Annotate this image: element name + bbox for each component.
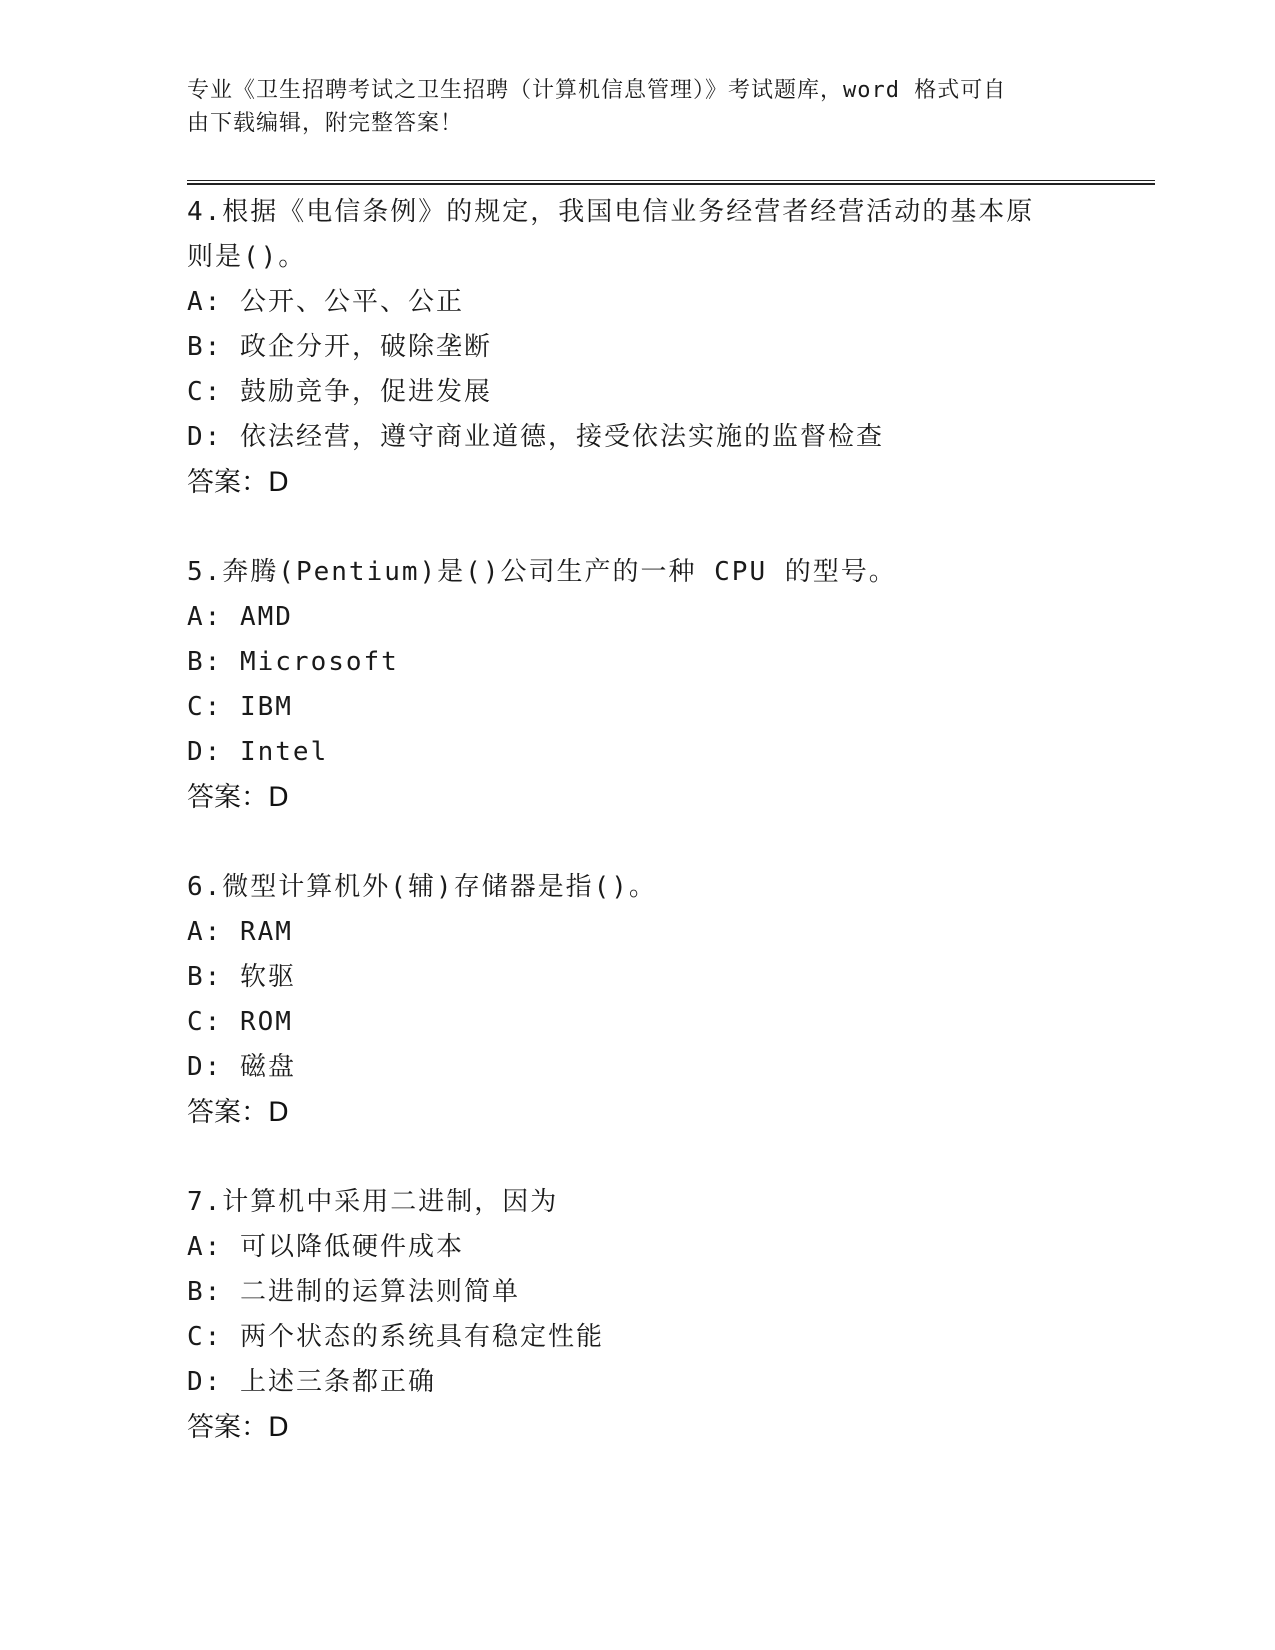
question-stem: 5.奔腾(Pentium)是()公司生产的一种 CPU 的型号。 bbox=[187, 557, 897, 587]
option-d: D: 上述三条都正确 bbox=[187, 1367, 436, 1397]
option-d: D: 依法经营，遵守商业道德，接受依法实施的监督检查 bbox=[187, 422, 884, 452]
question-list bbox=[187, 190, 1087, 1450]
option-a: A: AMD bbox=[187, 602, 293, 632]
option-c: C: ROM bbox=[187, 1007, 293, 1037]
spacer bbox=[187, 1135, 1087, 1180]
answer: 答案：D bbox=[187, 1412, 289, 1443]
option-c: C: 两个状态的系统具有稳定性能 bbox=[187, 1322, 604, 1352]
header-divider bbox=[187, 180, 1155, 185]
question-stem: 则是()。 bbox=[187, 242, 307, 272]
option-a: A: RAM bbox=[187, 917, 293, 947]
answer: 答案：D bbox=[187, 467, 289, 498]
spacer bbox=[187, 820, 1087, 865]
question-7 bbox=[187, 1180, 1087, 1450]
question-stem: 6.微型计算机外(辅)存储器是指()。 bbox=[187, 872, 657, 902]
spacer bbox=[187, 505, 1087, 550]
option-b: B: 政企分开，破除垄断 bbox=[187, 332, 492, 362]
question-6 bbox=[187, 865, 1087, 1135]
question-stem: 4.根据《电信条例》的规定，我国电信业务经营者经营活动的基本原 bbox=[187, 197, 1035, 227]
answer: 答案：D bbox=[187, 782, 289, 813]
option-b: B: 软驱 bbox=[187, 962, 296, 992]
header-line: 由下载编辑，附完整答案！ bbox=[187, 111, 464, 136]
option-c: C: IBM bbox=[187, 692, 293, 722]
option-d: D: 磁盘 bbox=[187, 1052, 296, 1082]
document-header bbox=[187, 74, 1067, 140]
question-4 bbox=[187, 190, 1087, 505]
option-c: C: 鼓励竞争，促进发展 bbox=[187, 377, 492, 407]
option-b: B: 二进制的运算法则简单 bbox=[187, 1277, 520, 1307]
option-a: A: 可以降低硬件成本 bbox=[187, 1232, 464, 1262]
option-a: A: 公开、公平、公正 bbox=[187, 287, 464, 317]
answer: 答案：D bbox=[187, 1097, 289, 1128]
header-line: 专业《卫生招聘考试之卫生招聘（计算机信息管理）》考试题库，word 格式可自 bbox=[187, 78, 1007, 103]
question-5 bbox=[187, 550, 1087, 820]
option-d: D: Intel bbox=[187, 737, 329, 767]
option-b: B: Microsoft bbox=[187, 647, 399, 677]
question-stem: 7.计算机中采用二进制，因为 bbox=[187, 1187, 559, 1217]
